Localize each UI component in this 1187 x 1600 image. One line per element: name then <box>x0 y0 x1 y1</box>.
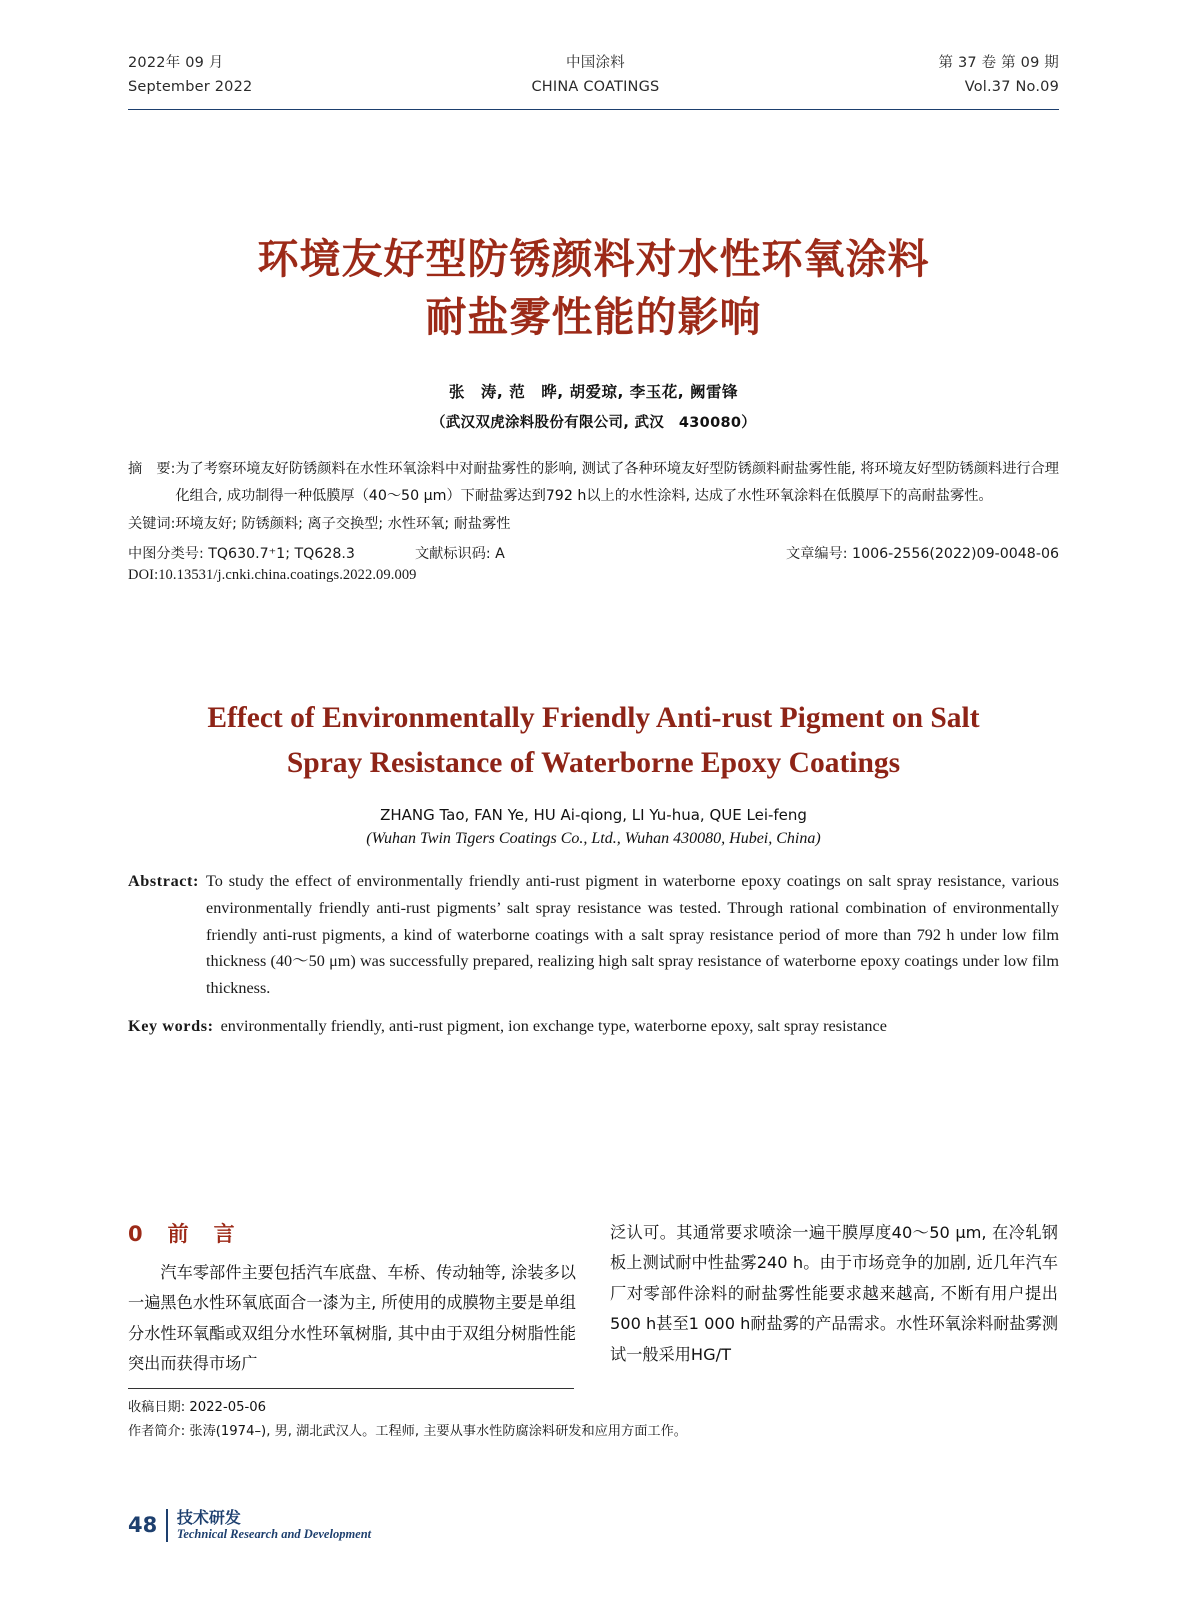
section-paragraph-right: 泛认可。其通常要求喷涂一遍干膜厚度40～50 μm, 在冷轧钢板上测试耐中性盐雾240 h。由于市场竞争的加剧, 近几年汽车厂对零部件涂料的耐盐雾性能要求越来越高, 不断有用户提出500 h甚至1 000 h耐盐雾的产品需求。水性环氧涂料耐盐雾测试一般采用HG/T <box>610 1223 1058 1364</box>
document-code: 文献标识码: A <box>414 546 505 563</box>
page-footer <box>128 1509 371 1542</box>
page-title-en <box>128 696 1059 786</box>
abstract-cn <box>128 456 1059 509</box>
abstract-cn-block <box>128 456 1059 537</box>
journal-name-en: CHINA COATINGS <box>531 78 660 95</box>
page-title-en-line2: Spray Resistance of Waterborne Epoxy Coatings <box>286 746 901 779</box>
keywords-en-label: Key words: <box>128 1017 214 1036</box>
abstract-en-block <box>128 868 1059 1040</box>
section-paragraph-left: 汽车零部件主要包括汽车底盘、车桥、传动轴等, 涂装多以一遍黑色水性环氧底面合一漆为主, 所使用的成膜物主要是单组分水性环氧酯或双组分水性环氧树脂, 其中由于双组分树脂性能突出而获得市场广 <box>128 1263 576 1374</box>
abstract-cn-text: 为了考察环境友好防锈颜料在水性环氧涂料中对耐盐雾性的影响, 测试了各种环境友好型防锈颜料耐盐雾性能, 将环境友好型防锈颜料进行合理化组合, 成功制得一种低膜厚（40～50 μm）下耐盐雾达到792 h以上的水性涂料, 达成了水性环氧涂料在低膜厚下的高耐盐雾性。 <box>175 461 1059 504</box>
running-head-left <box>128 52 252 100</box>
footer-section-cn: 技术研发 <box>176 1507 241 1527</box>
body-columns <box>128 1218 1059 1380</box>
journal-name-cn: 中国涂料 <box>566 55 625 71</box>
running-head-right <box>938 52 1059 100</box>
running-head <box>128 0 1059 100</box>
clc-number: 中图分类号: TQ630.7⁺1; TQ628.3 <box>128 546 355 563</box>
received-date: 收稿日期: 2022-05-06 <box>128 1400 267 1415</box>
metadata-cn <box>128 543 1059 563</box>
article-id: 文章编号: 1006-2556(2022)09-0048-06 <box>786 546 1059 563</box>
abstract-en-label: Abstract: <box>128 871 200 890</box>
body-column-left <box>128 1218 576 1380</box>
keywords-cn <box>128 511 1059 537</box>
page-title-en-line1: Effect of Environmentally Friendly Anti-rust Pigment on Salt <box>207 702 980 735</box>
page-title-cn <box>128 230 1059 346</box>
footnotes <box>128 1396 1059 1445</box>
abstract-cn-label: 摘 要: <box>128 461 176 478</box>
keywords-en <box>128 1013 1059 1040</box>
header-divider <box>128 109 1059 110</box>
keywords-cn-text: 环境友好; 防锈颜料; 离子交换型; 水性环氧; 耐盐雾性 <box>175 515 511 532</box>
author-bio: 作者简介: 张涛(1974–), 男, 湖北武汉人。工程师, 主要从事水性防腐涂料研发和应用方面工作。 <box>128 1424 687 1440</box>
page-number: 48 <box>128 1513 158 1538</box>
abstract-en-text: To study the effect of environmentally friendly anti-rust pigment in waterborne epoxy coatings on salt spray resistance, various environmentally friendly anti-rust pigments’ salt spray resistance was tested. Through rational combination of environmentally friendly anti-rust pigments, a kind of waterborne coatings with a salt spray resistance period of more than 792 h under low film thickness (40～50 μm) was successfully prepared, realizing high salt spray resistance of waterborne epoxy coatings under low film thickness. <box>206 871 1059 998</box>
affiliation-cn: （武汉双虎涂料股份有限公司, 武汉 430080） <box>430 415 757 432</box>
keywords-en-text: environmentally friendly, anti-rust pigment, ion exchange type, waterborne epoxy, salt spray resistance <box>220 1017 887 1036</box>
volume-issue-cn: 第 37 卷 第 09 期 <box>938 55 1059 71</box>
section-heading: 0 前 言 <box>128 1222 237 1246</box>
page-title-cn-line2: 耐盐雾性能的影响 <box>425 293 762 342</box>
authors-cn: 张 涛, 范 晔, 胡爱琼, 李玉花, 阙雷锋 <box>448 383 739 402</box>
volume-issue-en: Vol.37 No.09 <box>964 78 1059 95</box>
issue-date-en: September 2022 <box>128 78 253 95</box>
body-column-right <box>610 1218 1058 1380</box>
affiliation-en: (Wuhan Twin Tigers Coatings Co., Ltd., Wuhan 430080, Hubei, China) <box>366 829 821 847</box>
running-head-center <box>531 52 659 100</box>
authors-en: ZHANG Tao, FAN Ye, HU Ai-qiong, LI Yu-hua, QUE Lei-feng <box>380 805 807 824</box>
footer-divider <box>166 1509 168 1542</box>
keywords-cn-label: 关键词: <box>128 515 176 532</box>
doi: DOI:10.13531/j.cnki.china.coatings.2022.09.009 <box>128 567 417 584</box>
abstract-en <box>128 868 1059 1002</box>
footer-section-en: Technical Research and Development <box>176 1527 372 1541</box>
page-title-cn-line1: 环境友好型防锈颜料对水性环氧涂料 <box>257 234 930 283</box>
issue-date-cn: 2022年 09 月 <box>128 55 224 71</box>
footnote-divider <box>128 1388 574 1389</box>
